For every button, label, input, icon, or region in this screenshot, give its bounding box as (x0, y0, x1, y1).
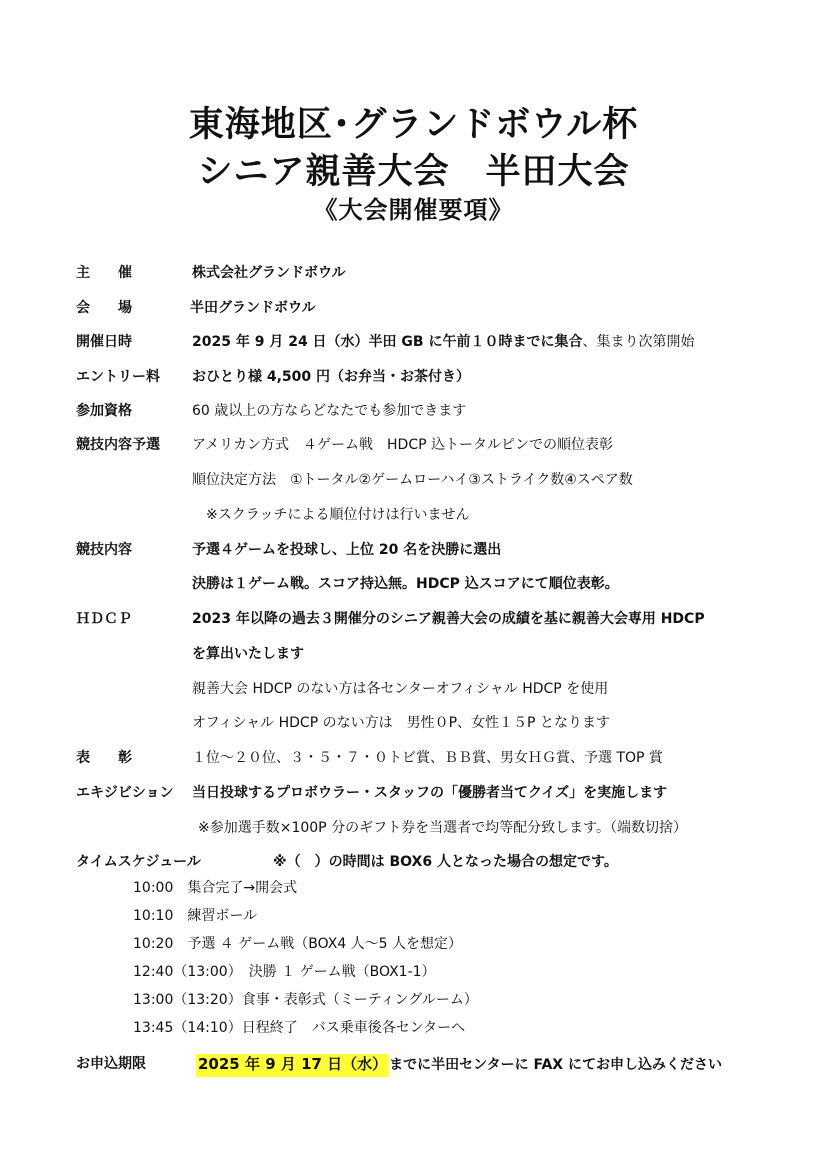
hdcp-row-2 (0, 643, 827, 667)
eligibility-label: 参加資格 (76, 403, 132, 419)
prelim-line-3: ※スクラッチによる順位付けは行いません (206, 507, 470, 523)
deadline-row (0, 1053, 827, 1077)
hdcp-row (0, 608, 827, 632)
prelim-row-3 (0, 504, 827, 528)
schedule-item: 10:10 練習ボール (133, 908, 258, 924)
date-label: 開催日時 (76, 334, 132, 350)
hdcp-line-3: 親善大会 HDCP のない方は各センターオフィシャル HDCP を使用 (192, 681, 609, 697)
date-row (0, 331, 827, 355)
organizer-row (0, 262, 827, 286)
hdcp-line-2: を算出いたします (192, 646, 304, 662)
exhibition-line-1: 当日投球するプロボウラー・スタッフの「優勝者当てクイズ」を実施します (192, 785, 668, 801)
prelim-line-2: 順位決定方法 ①トータル②ゲームローハイ③ストライク数④スペア数 (192, 472, 633, 488)
organizer-value: 株式会社グランドボウル (192, 265, 346, 281)
title-line-3: 《大会開催要項》 (313, 196, 514, 224)
content-row-2 (0, 573, 827, 597)
prelim-line-1: アメリカン方式 ４ゲーム戦 HDCP 込トータルピンでの順位表彰 (192, 437, 613, 453)
exhibition-line-2: ※参加選手数×100P 分のギフト券を当選者で均等配分致します。（端数切捨） (198, 820, 687, 836)
deadline-date-highlight: 2025 年 9 月 17 日（水） (196, 1054, 389, 1077)
hdcp-line-4: オフィシャル HDCP のない方は 男性０P、女性１５P となります (192, 715, 610, 731)
prelim-row (0, 434, 827, 458)
title-line-1: 東海地区･グランドボウル杯 (188, 105, 639, 145)
prelim-label: 競技内容予選 (76, 437, 160, 453)
deadline-label: お申込期限 (76, 1056, 146, 1072)
schedule-item: 10:00 集合完了→開会式 (133, 880, 298, 896)
venue-label: 会 場 (76, 300, 132, 316)
deadline-value (196, 1053, 722, 1074)
schedule-label: タイムスケジュール (76, 854, 201, 870)
eligibility-row (0, 400, 827, 424)
date-value (192, 331, 694, 351)
awards-value: １位～２０位、３・５・７・０トビ賞、ＢＢ賞、男女ＨＧ賞、予選 TOP 賞 (192, 750, 663, 766)
content-label: 競技内容 (76, 542, 132, 558)
entry-fee-value: おひとり様 4,500 円（お弁当・お茶付き） (192, 369, 471, 385)
entry-fee-row (0, 366, 827, 390)
hdcp-row-3 (0, 678, 827, 702)
title-line-2: シニア親善大会 半田大会 (197, 152, 630, 192)
content-line-1: 予選４ゲームを投球し、上位 20 名を決勝に選出 (192, 542, 502, 558)
exhibition-label: エキジビション (76, 785, 174, 801)
schedule-item: 13:45（14:10）日程終了 バス乗車後各センターへ (133, 1020, 466, 1036)
prelim-row-2 (0, 469, 827, 493)
entry-fee-label: エントリー料 (76, 369, 160, 385)
venue-row (0, 297, 827, 321)
awards-row (0, 747, 827, 771)
schedule-item: 13:00（13:20）食事・表彰式（ミーティングルーム） (133, 992, 478, 1008)
date-value-rest: 、集まり次第開始 (582, 334, 695, 350)
hdcp-line-1: 2023 年以降の過去３開催分のシニア親善大会の成績を基に親善大会専用 HDCP (192, 611, 705, 627)
schedule-item: 10:20 予選 ４ ゲーム戦（BOX4 人～5 人を想定） (133, 936, 463, 952)
deadline-rest: までに半田センターに FAX にてお申し込みください (389, 1057, 722, 1073)
exhibition-row (0, 782, 827, 806)
awards-label: 表 彰 (76, 750, 132, 766)
content-row (0, 539, 827, 563)
schedule-item: 12:40（13:00） 決勝 １ ゲーム戦（BOX1-1） (133, 964, 436, 980)
schedule-note: ※（ ）の時間は BOX6 人となった場合の想定です。 (273, 854, 618, 870)
eligibility-value: 60 歳以上の方ならどなたでも参加できます (192, 403, 467, 419)
schedule-row (0, 851, 827, 875)
content-line-2: 決勝は１ゲーム戦。スコア持込無。HDCP 込スコアにて順位表彰。 (192, 576, 619, 592)
exhibition-row-2 (0, 817, 827, 841)
organizer-label: 主 催 (76, 265, 132, 281)
hdcp-label: ＨＤＣＰ (76, 611, 132, 627)
venue-value: 半田グランドボウル (190, 300, 316, 316)
date-value-main: 2025 年 9 月 24 日（水）半田 GB に午前１０時までに集合 (192, 334, 583, 350)
hdcp-row-4 (0, 712, 827, 736)
